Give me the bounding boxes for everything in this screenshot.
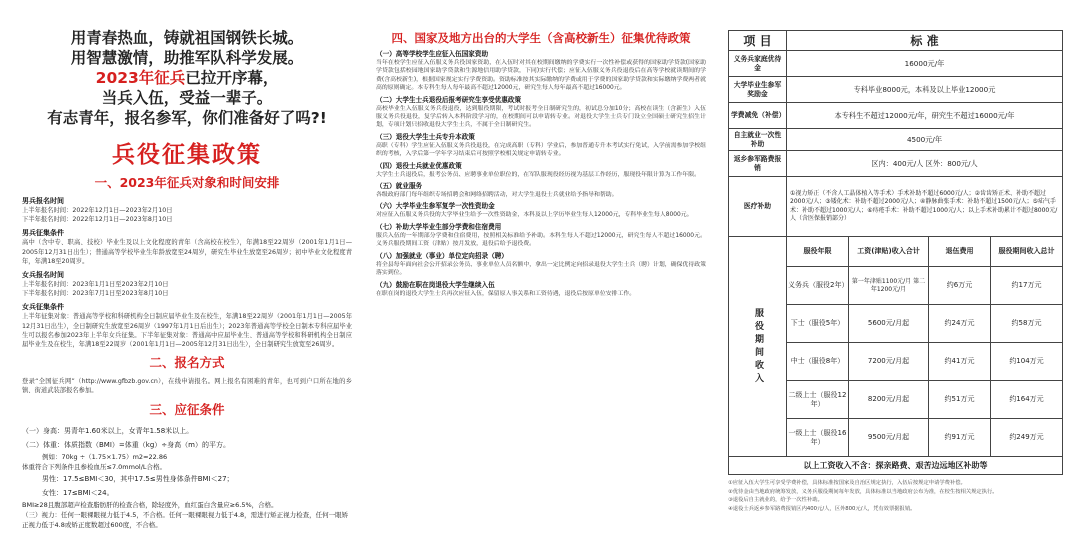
pay-rank: 二级上士（服役12年）: [787, 381, 849, 419]
section-1-title: 一、2023年征兵对象和时间安排: [94, 175, 280, 190]
left-column: [22, 0, 352, 540]
policy-2-body: 高校毕业生入伍服义务兵役退役，达到服役期限，考试时报考全日制研究生的，初试总分加10分；高校在读生（含新生）入伍服义务兵役退役，复学后转入本科阶段学习的，在校期间可以申请转专业。对退役大学生士兵专门设立全国硕士研究生招生计划，专项计划只招收退役大学生士兵，不属于全日制研究生。: [376, 105, 706, 129]
table-row: [729, 103, 1063, 129]
table-header-row: [729, 31, 1063, 51]
pay-header-row: [729, 237, 1063, 267]
male-reg-head: 男兵报名时间: [22, 197, 64, 205]
table-row: [729, 77, 1063, 103]
pay-rank: 下士（服役5年）: [787, 305, 849, 343]
pay-section-label-cell: [729, 237, 787, 457]
pay-total: 约164万元: [991, 381, 1063, 419]
female-reg-head: 女兵报名时间: [22, 271, 64, 280]
policy-7-head: （七）补助大学毕业生部分学费和住宿费用: [376, 222, 502, 231]
policy-5-head: （五）就业服务: [376, 182, 423, 191]
pay-col-rank: 服役年限: [787, 237, 849, 267]
cond-weight: （二）体重：体质指数（BMI）=体重（kg）÷身高（m）的平方。: [22, 440, 230, 449]
footnotes: [728, 479, 1062, 513]
policy-3-body: 高职（专科）学生应征入伍服义务兵役退役，在完成高职（专科）学业后，参加普通专升本考试实行免试，入学前需参加学校组织的考核，入学后第一学年学习结束后可按照学校相关规定申请转专业。: [376, 142, 706, 158]
policy-1-head: （一）高等学校学生应征入伍国家资助: [376, 50, 489, 58]
slogan-line-3: [22, 68, 352, 88]
footnote-4: ④退役士兵返乡参军路费报销区内400元/人，区外800元/人，凭有效票据报销。: [728, 505, 916, 512]
header-item: 项 目: [729, 31, 787, 51]
pay-rank: 一级上士（服役16年）: [787, 419, 849, 457]
table-row: [729, 151, 1063, 177]
footnote-3: ③退役后自主就业的，给予一次性补助。: [728, 497, 823, 504]
middle-column: [376, 0, 706, 540]
row-value-grad-reward: 专科毕业8000元，本科及以上毕业12000元: [787, 77, 1063, 103]
row-value-travel: 区内：400元/人 区外：800元/人: [787, 151, 1063, 177]
row-label-employment: 自主就业一次性补助: [729, 129, 787, 151]
policy-1-body: 当年在校学生应征入伍服义务兵役国家资助，在入伍时对其在校期间缴纳的学费实行一次性补偿或获得的国家助学贷款(国家助学贷款包括校园地国家助学贷款和生源地信用助学贷款，下同)实行代偿；应征入伍服义务兵役退役后在高等学校就读期间的学费(含高校新生)，根据国家规定实行学费资助。资助标准按其实际缴纳的学费或用于学费的国家助学贷款和实际缴纳学费两者就高的原则确定。本专科生每人每年最高不超过12000元，研究生每人每年最高不超过16000元。: [376, 60, 706, 92]
female-reg-line-2: 下半年报名时间：2023年7月1日至2023年8月10日: [22, 290, 169, 298]
policy-7-body: 服兵入伍的一年期部分学费和住宿费用，按照相关标准给予补助。本科生每人不超过12000元，研究生每人不超过16000元。义务兵服役期间工资（津贴）按月发放，退役后给予退役费。: [376, 232, 706, 248]
male-cond-text: 高中（含中专、职高、技校）毕业生及以上文化程度的青年（含高校在校生），年满18至22周岁（2001年1月1日—2005年12月31日出生）；普通高等学校毕业生年龄放宽至24周岁，研究生毕业生放宽至26周岁；初中毕业文化程度青年，年满18至20周岁。: [22, 239, 352, 265]
cond-bmi-note: BMI≥28且腹部超声检查脂肪肝的检查合格，除轻度外，血红蛋白含量应≥6.5%，合格。: [22, 500, 278, 509]
pay-retire: 约91万元: [929, 419, 991, 457]
cond-vision: （三）视力：任何一眼裸眼视力低于4.5，不合格。任何一眼裸眼视力低于4.8，需进行矫正视力检查，任何一眼矫正视力低于4.8或矫正度数超过600度，不合格。: [22, 510, 349, 529]
pay-rank: 中士（服役8年）: [787, 343, 849, 381]
slogan-line-1: 用青春热血，铸就祖国钢铁长城。: [70, 29, 304, 47]
section-2-body: 登录“全国征兵网”（http://www.gfbzb.gov.cn），在线申请报名。网上报名有困难的青年，也可到户口所在地的乡镇、街道武装部报名参加。: [22, 378, 352, 395]
pay-retire: 约6万元: [929, 267, 991, 305]
footnote-2: ②优待金由当地政府统筹发放，义务兵服役期间每年发放，具体标准以当地政府公布为准，在校生按相关规定执行。: [728, 488, 998, 495]
slogan-line-4: 当兵入伍，受益一辈子。: [101, 89, 273, 107]
male-cond-head: 男兵征集条件: [22, 229, 64, 238]
row-label-tuition: 学费减免（补偿）: [729, 103, 787, 129]
row-label-travel: 返乡参军路费报销: [729, 151, 787, 177]
header-standard: 标 准: [787, 31, 1063, 51]
row-value-employment: 4500元/年: [787, 129, 1063, 151]
pay-total: 约58万元: [991, 305, 1063, 343]
policy-5-body: 各级政府部门每年组织专场招聘会和网络招聘活动，对大学生退役士兵就业给予指导和帮助。: [376, 192, 618, 199]
row-value-medical: ①视力矫正（不含人工晶体植入等手术）手术补助不超过6000元/人；②齿齿矫正术、补助不超过2000元/人；③矮化术：补助不超过2000元/人；④静脉曲张手术：补助不超过1500元/人；⑤疝气手术：补助不超过1000元/人；⑥痔疮手术：补助不超过1000元/人；以上手术补助累计不超过8000元/人（含医保报销部分）: [787, 177, 1063, 237]
right-column: [728, 0, 1068, 540]
policy-9-body: 在职在岗的退役大学生士兵再次应征入伍，保留原人事关系和工资待遇，退役后按原单位安排工作。: [376, 290, 636, 297]
slogan-line-2: 用智慧激情，助推军队科学发展。: [70, 49, 304, 67]
table-row: [729, 129, 1063, 151]
table-row: [729, 177, 1063, 237]
row-value-tuition: 本专科生不超过12000元/年，研究生不超过16000元/年: [787, 103, 1063, 129]
table-row: [729, 51, 1063, 77]
row-label-family-allowance: 义务兵家庭优待金: [729, 51, 787, 77]
pay-retire: 约24万元: [929, 305, 991, 343]
pay-salary: 5600元/月起: [849, 305, 929, 343]
table-note-row: [729, 457, 1063, 475]
pay-section-label: 服役期间收入: [753, 307, 763, 386]
policy-8-body: 将全县每年面向社会公开招录公务员、事业单位人员名额中，拿出一定比例定向招录退役大学生士兵（聘）计划，确保优待政策落实到位。: [376, 261, 706, 277]
cond-weight-note: 体重符合下列条件且参检血压≤7.0mmol/L合格。: [22, 462, 167, 471]
policy-3-head: （三）退役大学生士兵专升本政策: [376, 132, 475, 141]
male-reg-line-1: 上半年报名时间：2022年12月1日—2023年2月10日: [22, 207, 173, 214]
cond-height: （一）身高：男青年1.60米以上，女青年1.58米以上。: [22, 426, 194, 435]
pay-salary: 8200元/月起: [849, 381, 929, 419]
pay-rank: 义务兵（服役2年）: [787, 267, 849, 305]
female-cond-head: 女兵征集条件: [22, 303, 64, 312]
benefits-table: [728, 30, 1063, 475]
slogan-line-5: 有志青年，报名参军，你们准备好了吗?!: [47, 109, 327, 127]
female-cond-text: 上半年征集对象：普通高等学校和科研机构全日制应届毕业生及在校生，年满18至22周岁（2001年1月1日—2005年12月31日出生），全日制研究生放宽至26周岁（1997年1月1日后出生）；2023年普通高等学校全日制本专科应届毕业生可以报名参加2023年上半年女兵征集。下半年征集对象：普通高中应届毕业生、普通高等学校和科研机构全日制应届毕业生及在校生，年满18至22周岁（2001年1月1日—2005年12月31日出生），全日制研究生放宽至26周岁。: [22, 313, 352, 349]
pay-retire: 约51万元: [929, 381, 991, 419]
row-label-medical: 医疗补助: [729, 177, 787, 237]
section-3-title: 三、应征条件: [149, 401, 225, 417]
table-note: 以上工资收入不含：探亲路费、艰苦边远地区补助等: [729, 457, 1063, 475]
policy-list: [376, 50, 706, 298]
section-4-title: 四、国家及地方出台的大学生（含高校新生）征集优待政策: [391, 31, 691, 45]
section-2-title: 二、报名方式: [149, 355, 225, 371]
policy-6-body: 对应征入伍服义务兵役的大学毕业生给予一次性资助金，本科及以上学历毕业生每人12000元，专科毕业生每人8000元。: [376, 212, 693, 219]
pay-salary: 第一年津贴1100元/月 第二年1200元/月: [849, 267, 929, 305]
pay-total: 约17万元: [991, 267, 1063, 305]
policy-8-head: （八）加强就业（事业）单位定向招录（聘）: [376, 251, 508, 260]
pay-col-total: 服役期间收入总计: [991, 237, 1063, 267]
cond-weight-example: 例如：70kg ÷（1.75×1.75）m2≈22.86: [42, 452, 168, 461]
pay-col-retire: 退伍费用: [929, 237, 991, 267]
policy-6-head: （六）大学毕业生参军复学一次性资助金: [376, 202, 495, 211]
footnote-1: ①应征入伍大学生可享受学费补偿，具体标准按国家及自治区规定执行，入伍后按规定申请学费补偿。: [728, 480, 966, 486]
cond-bmi-male: 男性：17.5≤BMI＜30，其中17.5≤男性身体条件BMI＜27；: [42, 474, 234, 483]
slogan-highlight: 2023年征兵: [95, 69, 186, 87]
policy-4-head: （四）退役士兵就业优惠政策: [376, 161, 462, 170]
policy-9-head: （九）鼓励在职在岗退役大学生继续入伍: [376, 280, 495, 289]
policy-4-body: 大学生士兵退役后，报考公务员、应聘事业单位职位的，在军队服现役经历视为基层工作经历，服现役年限计算为工作年限。: [376, 171, 700, 178]
male-reg-line-2: 下半年报名时间：2022年12月1日—2023年8月10日: [22, 216, 173, 224]
pay-total: 约104万元: [991, 343, 1063, 381]
pay-total: 约249万元: [991, 419, 1063, 457]
cond-bmi-female: 女性：17≤BMI＜24。: [42, 488, 114, 497]
pay-col-salary: 工资(津贴)收入合计: [849, 237, 929, 267]
pay-salary: 7200元/月起: [849, 343, 929, 381]
policy-2-head: （二）大学生士兵退役后报考研究生享受优惠政策: [376, 95, 522, 104]
row-value-family-allowance: 16000元/年: [787, 51, 1063, 77]
main-title: 兵役征集政策: [112, 142, 262, 168]
female-reg-line-1: 上半年报名时间：2023年1月1日至2023年2月10日: [22, 281, 169, 289]
pay-salary: 9500元/月起: [849, 419, 929, 457]
row-label-grad-reward: 大学毕业生参军奖励金: [729, 77, 787, 103]
slogan-line-3-rest: 已拉开序幕，: [185, 69, 279, 87]
pay-retire: 约41万元: [929, 343, 991, 381]
